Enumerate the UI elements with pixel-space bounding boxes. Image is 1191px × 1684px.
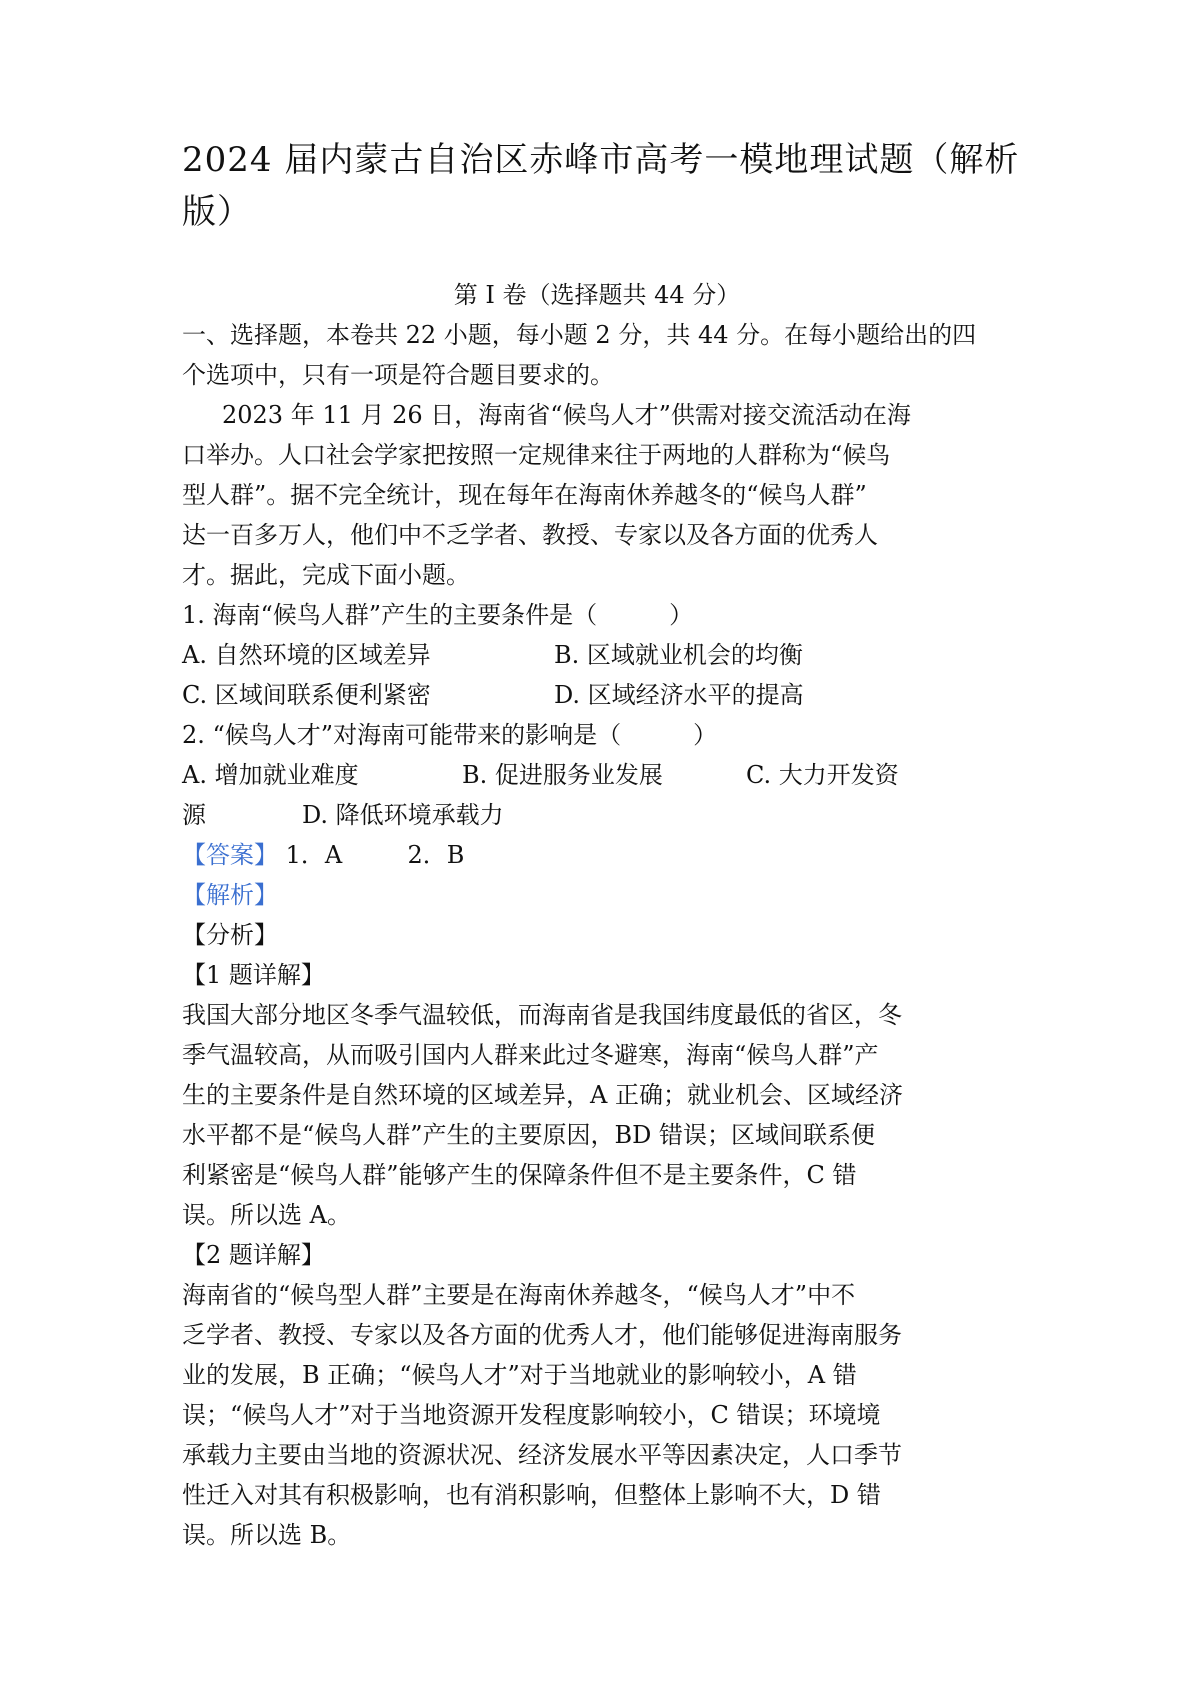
detail-1-line: 误。所以选 A。 bbox=[182, 1201, 351, 1229]
detail-1-line: 水平都不是“候鸟人群”产生的主要原因，BD 错误；区域间联系便 bbox=[182, 1121, 876, 1149]
detail-2-line: 业的发展，B 正确；“候鸟人才”对于当地就业的影响较小，A 错 bbox=[182, 1361, 857, 1389]
detail-1-line: 季气温较高，从而吸引国内人群来此过冬避寒，海南“候鸟人群”产 bbox=[182, 1041, 879, 1069]
detail-2-line: 海南省的“候鸟型人群”主要是在海南休养越冬，“候鸟人才”中不 bbox=[182, 1281, 856, 1309]
answer-label: 【答案】 bbox=[182, 841, 278, 869]
question-1-option-a: A. 自然环境的区域差异 bbox=[182, 641, 431, 669]
passage-line: 口举办。人口社会学家把按照一定规律来往于两地的人群称为“候鸟 bbox=[182, 441, 891, 469]
instructions-line-2: 个选项中，只有一项是符合题目要求的。 bbox=[182, 361, 614, 389]
passage-line: 型人群”。据不完全统计，现在每年在海南休养越冬的“候鸟人群” bbox=[182, 481, 867, 509]
detail-2-line: 误。所以选 B。 bbox=[182, 1521, 352, 1549]
passage-line: 2023 年 11 月 26 日，海南省“候鸟人才”供需对接交流活动在海 bbox=[222, 401, 911, 429]
answer-2: 2．B bbox=[407, 841, 465, 869]
question-1-option-c: C. 区域间联系便利紧密 bbox=[182, 681, 431, 709]
question-1-option-d: D. 区域经济水平的提高 bbox=[554, 681, 804, 709]
answer-1: 1．A bbox=[285, 841, 343, 869]
analysis-label: 【解析】 bbox=[182, 881, 278, 909]
detail-1-label: 【1 题详解】 bbox=[182, 961, 325, 989]
detail-1-line: 我国大部分地区冬季气温较低，而海南省是我国纬度最低的省区，冬 bbox=[182, 1001, 902, 1029]
instructions-line-1: 一、选择题，本卷共 22 小题，每小题 2 分，共 44 分。在每小题给出的四 bbox=[182, 321, 977, 349]
question-1-option-b: B. 区域就业机会的均衡 bbox=[554, 641, 803, 669]
section-heading: 第 I 卷（选择题共 44 分） bbox=[453, 281, 741, 309]
document-body bbox=[182, 275, 1012, 1555]
question-1-options-row-1 bbox=[182, 635, 1012, 675]
detail-2-line: 乏学者、教授、专家以及各方面的优秀人才，他们能够促进海南服务 bbox=[182, 1321, 902, 1349]
detail-2-label: 【2 题详解】 bbox=[182, 1241, 325, 1269]
question-2-option-d: D. 降低环境承载力 bbox=[302, 801, 504, 829]
detail-2-line: 性迁入对其有积极影响，也有消积影响，但整体上影响不大，D 错 bbox=[182, 1481, 881, 1509]
question-2-option-a: A. 增加就业难度 bbox=[182, 761, 359, 789]
detail-2-line: 误；“候鸟人才”对于当地资源开发程度影响较小，C 错误；环境境 bbox=[182, 1401, 881, 1429]
passage bbox=[182, 395, 1012, 595]
question-2-stem: 2. “候鸟人才”对海南可能带来的影响是（ ） bbox=[182, 721, 718, 749]
question-2-option-c: C. 大力开发资 bbox=[746, 761, 899, 789]
detail-2-line: 承载力主要由当地的资源状况、经济发展水平等因素决定，人口季节 bbox=[182, 1441, 902, 1469]
question-2-options-row-2 bbox=[182, 795, 1012, 835]
passage-line: 达一百多万人，他们中不乏学者、教授、专家以及各方面的优秀人 bbox=[182, 521, 878, 549]
passage-line: 才。据此，完成下面小题。 bbox=[182, 561, 470, 589]
detail-2-text bbox=[182, 1275, 1012, 1555]
question-1-stem: 1. 海南“候鸟人群”产生的主要条件是（ ） bbox=[182, 601, 694, 629]
document-title: 2024 届内蒙古自治区赤峰市高考一模地理试题（解析版） bbox=[182, 140, 1020, 232]
question-2-option-b: B. 促进服务业发展 bbox=[462, 761, 663, 789]
question-2-options-row-1 bbox=[182, 755, 1012, 795]
question-1-options-row-2 bbox=[182, 675, 1012, 715]
fenxi-label: 【分析】 bbox=[182, 921, 278, 949]
answer-line bbox=[182, 835, 1012, 875]
detail-1-line: 利紧密是“候鸟人群”能够产生的保障条件但不是主要条件，C 错 bbox=[182, 1161, 857, 1189]
detail-1-text bbox=[182, 995, 1012, 1235]
detail-1-line: 生的主要条件是自然环境的区域差异，A 正确；就业机会、区域经济 bbox=[182, 1081, 903, 1109]
question-2-option-c-continued: 源 bbox=[182, 801, 206, 829]
